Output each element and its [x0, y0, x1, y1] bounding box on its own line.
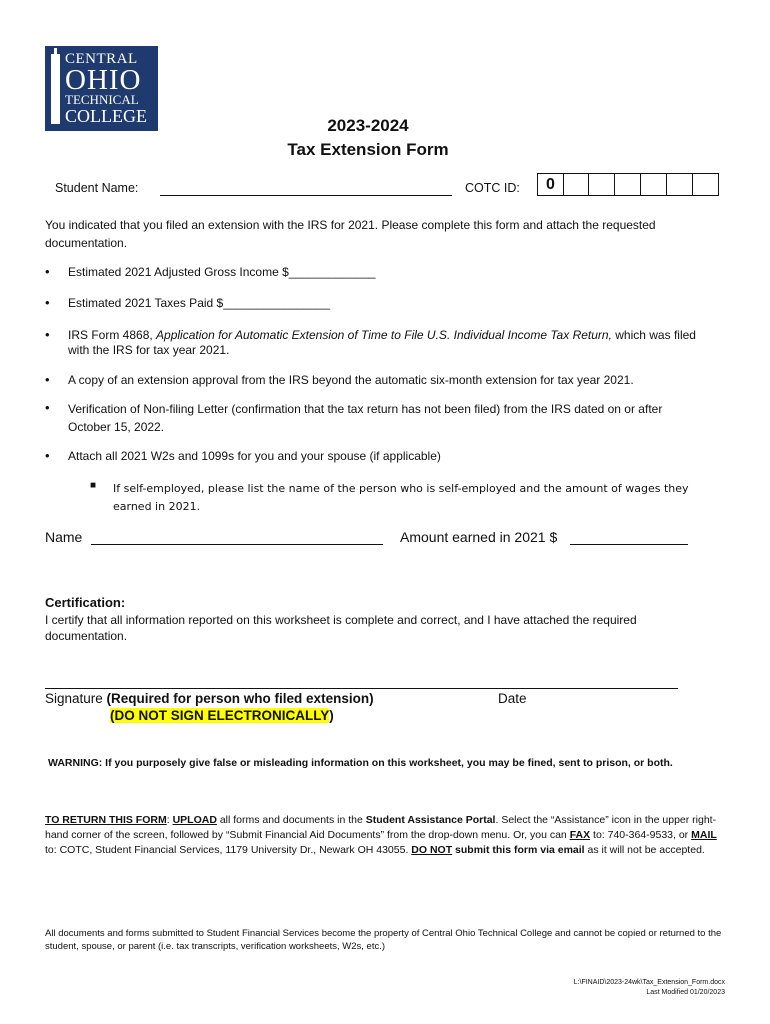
form-4868-title: Application for Automatic Extension of Time to File U.S. Individual Income Tax Return, — [156, 328, 612, 342]
signature-label-row — [45, 691, 374, 706]
form-4868-prefix: IRS Form 4868, — [68, 328, 157, 342]
id-digit-box[interactable]: 0 — [537, 173, 564, 196]
fax-word: FAX — [569, 829, 591, 841]
id-digit-box[interactable] — [563, 173, 589, 196]
form-year: 2023-2024 — [327, 116, 409, 135]
logo-line-3: TECHNICAL — [65, 92, 139, 107]
id-digit-box[interactable] — [692, 173, 719, 196]
self-employed-item: If self-employed, please list the name of the person who is self-employed and the amount of wages they earned in 2021. — [113, 482, 689, 513]
form-4868-suffix: which was filed with the IRS for tax year 2021. — [68, 328, 696, 357]
do-not-word: DO NOT — [411, 844, 453, 856]
wage-name-label: Name — [45, 529, 83, 545]
certification-text: I certify that all information reported on this worksheet is complete and correct, and I have attached the required documentation. — [45, 613, 637, 643]
upload-word: UPLOAD — [172, 814, 217, 826]
student-name-field[interactable] — [160, 195, 452, 196]
signature-label: Signature — [45, 691, 107, 706]
form-4868-item — [68, 328, 718, 358]
file-path: L:\FINAID\2023-24wk\Tax_Extension_Form.docx — [573, 979, 725, 986]
form-title: Tax Extension Form — [287, 140, 449, 159]
logo-line-4: COLLEGE — [65, 106, 147, 126]
id-digit-box[interactable] — [640, 173, 667, 196]
non-filing-item: Verification of Non-filing Letter (confirmation that the tax return has not been filed) from the IRS dated on or after October 15, 2022. — [68, 402, 663, 434]
return-text: as it will not be accepted. — [584, 844, 705, 856]
agi-item: Estimated 2021 Adjusted Gross Income $_____________ — [68, 265, 376, 279]
cotc-id-label: COTC ID: — [465, 181, 520, 195]
warning-text: WARNING: If you purposely give false or misleading information on this worksheet, you may be fined, sent to prison, or both. — [48, 757, 673, 769]
return-text: all forms and documents in the — [216, 814, 366, 826]
date-label: Date — [498, 691, 527, 706]
logo-line-2: OHIO — [65, 64, 142, 96]
amount-field[interactable] — [570, 544, 688, 545]
bullet-icon: • — [45, 327, 50, 342]
extension-approval-item: A copy of an extension approval from the IRS beyond the automatic six-month extension for tax year 2021. — [68, 373, 634, 387]
intro-text: You indicated that you filed an extension with the IRS for 2021. Please complete this form and attach the requested documentation. — [45, 218, 656, 250]
id-digit-box[interactable] — [588, 173, 615, 196]
bullet-icon: • — [45, 448, 50, 463]
mail-word: MAIL — [691, 829, 717, 841]
square-bullet-icon: ■ — [90, 480, 97, 491]
signature-required-note: (Required for person who filed extension) — [106, 691, 374, 706]
tower-icon — [51, 54, 60, 124]
logo-line-1: CENTRAL — [65, 51, 138, 67]
bullet-icon: • — [45, 400, 50, 415]
bullet-icon: • — [45, 264, 50, 279]
certification-heading: Certification: — [45, 595, 126, 610]
id-digit-box[interactable] — [614, 173, 641, 196]
id-digit-box[interactable] — [666, 173, 693, 196]
bullet-icon: • — [45, 295, 50, 310]
return-text: to: COTC, Student Financial Services, 1179 University Dr., Newark OH 43055. — [45, 844, 412, 856]
return-text: to: 740-364-9533, or — [590, 829, 692, 841]
return-heading: TO RETURN THIS FORM — [45, 814, 167, 826]
return-text-bold: submit this form via email — [452, 844, 585, 856]
do-not-sign-close: ) — [329, 708, 334, 723]
wage-name-field[interactable] — [91, 544, 383, 545]
do-not-sign-highlight: (DO NOT SIGN ELECTRONICALLY — [110, 708, 330, 723]
return-instructions — [45, 813, 725, 858]
w2-item: Attach all 2021 W2s and 1099s for you and your spouse (if applicable) — [68, 449, 441, 463]
do-not-sign-note — [110, 708, 334, 723]
amount-label: Amount earned in 2021 $ — [400, 529, 558, 545]
taxes-paid-item: Estimated 2021 Taxes Paid $________________ — [68, 296, 330, 310]
last-modified: Last Modified 01/20/2023 — [646, 989, 725, 996]
signature-line[interactable] — [45, 688, 678, 689]
portal-name: Student Assistance Portal — [365, 814, 496, 826]
bullet-icon: • — [45, 372, 50, 387]
return-text: : — [166, 814, 173, 826]
return-text: . Select the “Assistance” icon in the upper right-hand corner of the screen, followed by “Submit Financial Aid Documents” from the drop-down menu. Or, you can — [45, 814, 717, 841]
student-name-label: Student Name: — [55, 181, 139, 195]
property-notice: All documents and forms submitted to Student Financial Services become the property of Central Ohio Technical College and cannot be copied or returned to the student, spouse, or parent (i.e. tax transcripts, verification worksheets, W2s, etc.) — [45, 928, 722, 952]
